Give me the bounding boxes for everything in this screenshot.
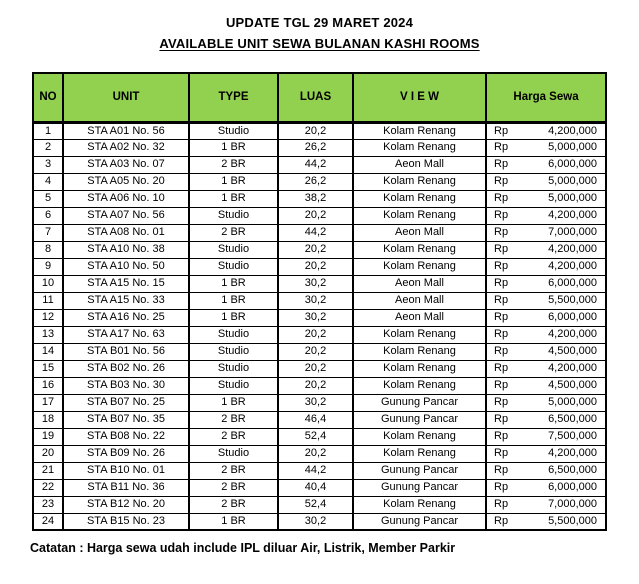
type-cell: Studio (189, 445, 278, 462)
luas-cell: 30,2 (278, 275, 353, 292)
view-cell: Aeon Mall (353, 156, 486, 173)
price-amount: 6,000,000 (548, 277, 597, 289)
price-amount: 5,000,000 (548, 175, 597, 187)
type-cell: 2 BR (189, 496, 278, 513)
harga-cell (486, 360, 606, 377)
view-cell: Kolam Renang (353, 190, 486, 207)
column-header-unit: UNIT (63, 73, 189, 122)
currency-prefix: Rp (494, 158, 509, 170)
row-no-cell: 24 (33, 513, 63, 530)
table-body (33, 122, 606, 530)
row-no-cell: 10 (33, 275, 63, 292)
harga-cell (486, 275, 606, 292)
table-header (33, 73, 606, 122)
price-amount: 7,500,000 (548, 430, 597, 442)
view-cell: Kolam Renang (353, 258, 486, 275)
type-cell: 2 BR (189, 428, 278, 445)
harga-cell (486, 156, 606, 173)
table-row (33, 258, 606, 275)
harga-cell (486, 190, 606, 207)
luas-cell: 30,2 (278, 309, 353, 326)
table-row (33, 496, 606, 513)
row-no-cell: 2 (33, 139, 63, 156)
currency-prefix: Rp (494, 124, 509, 137)
view-cell: Kolam Renang (353, 207, 486, 224)
harga-wrap (487, 430, 605, 443)
table-row (33, 343, 606, 360)
harga-wrap (487, 158, 605, 171)
unit-cell: STA A05 No. 20 (63, 173, 189, 190)
view-cell: Kolam Renang (353, 343, 486, 360)
view-cell: Kolam Renang (353, 445, 486, 462)
page-subtitle: AVAILABLE UNIT SEWA BULANAN KASHI ROOMS (159, 36, 480, 51)
harga-wrap (487, 345, 605, 358)
harga-cell (486, 309, 606, 326)
price-amount: 6,000,000 (548, 311, 597, 323)
type-cell: Studio (189, 360, 278, 377)
harga-wrap (487, 294, 605, 307)
harga-cell (486, 445, 606, 462)
view-cell: Gunung Pancar (353, 394, 486, 411)
unit-cell: STA B03 No. 30 (63, 377, 189, 394)
table-row (33, 445, 606, 462)
harga-cell (486, 462, 606, 479)
row-no-cell: 3 (33, 156, 63, 173)
unit-cell: STA B12 No. 20 (63, 496, 189, 513)
column-header-type: TYPE (189, 73, 278, 122)
luas-cell: 20,2 (278, 445, 353, 462)
price-amount: 4,200,000 (548, 124, 597, 137)
price-amount: 5,000,000 (548, 141, 597, 153)
luas-cell: 20,2 (278, 207, 353, 224)
table-row (33, 428, 606, 445)
price-amount: 6,000,000 (548, 158, 597, 170)
harga-wrap (487, 243, 605, 256)
type-cell: Studio (189, 122, 278, 139)
luas-cell: 20,2 (278, 377, 353, 394)
price-amount: 7,000,000 (548, 498, 597, 510)
harga-wrap (487, 260, 605, 273)
luas-cell: 30,2 (278, 513, 353, 530)
currency-prefix: Rp (494, 396, 509, 408)
harga-cell (486, 241, 606, 258)
table-row (33, 224, 606, 241)
table-row (33, 411, 606, 428)
unit-cell: STA B02 No. 26 (63, 360, 189, 377)
harga-wrap (487, 481, 605, 494)
harga-cell (486, 479, 606, 496)
luas-cell: 26,2 (278, 173, 353, 190)
units-table (32, 72, 607, 531)
unit-cell: STA A17 No. 63 (63, 326, 189, 343)
luas-cell: 20,2 (278, 343, 353, 360)
luas-cell: 40,4 (278, 479, 353, 496)
currency-prefix: Rp (494, 209, 509, 221)
harga-wrap (487, 328, 605, 341)
row-no-cell: 17 (33, 394, 63, 411)
unit-cell: STA A10 No. 38 (63, 241, 189, 258)
unit-cell: STA A02 No. 32 (63, 139, 189, 156)
row-no-cell: 22 (33, 479, 63, 496)
unit-cell: STA A16 No. 25 (63, 309, 189, 326)
row-no-cell: 21 (33, 462, 63, 479)
type-cell: 1 BR (189, 394, 278, 411)
view-cell: Kolam Renang (353, 173, 486, 190)
row-no-cell: 13 (33, 326, 63, 343)
harga-cell (486, 411, 606, 428)
unit-cell: STA B07 No. 25 (63, 394, 189, 411)
harga-cell (486, 258, 606, 275)
type-cell: 1 BR (189, 139, 278, 156)
harga-cell (486, 207, 606, 224)
table-row (33, 513, 606, 530)
price-amount: 6,500,000 (548, 464, 597, 476)
type-cell: 2 BR (189, 479, 278, 496)
column-header-view: V I E W (353, 73, 486, 122)
currency-prefix: Rp (494, 379, 509, 391)
unit-cell: STA A08 No. 01 (63, 224, 189, 241)
currency-prefix: Rp (494, 430, 509, 442)
unit-cell: STA B01 No. 56 (63, 343, 189, 360)
header-row (33, 73, 606, 122)
currency-prefix: Rp (494, 498, 509, 510)
row-no-cell: 19 (33, 428, 63, 445)
table-row (33, 190, 606, 207)
type-cell: 1 BR (189, 513, 278, 530)
currency-prefix: Rp (494, 243, 509, 255)
harga-cell (486, 173, 606, 190)
footer-note: Catatan : Harga sewa udah include IPL diluar Air, Listrik, Member Parkir (30, 541, 456, 555)
row-no-cell: 14 (33, 343, 63, 360)
type-cell: Studio (189, 343, 278, 360)
luas-cell: 52,4 (278, 496, 353, 513)
row-no-cell: 18 (33, 411, 63, 428)
type-cell: 1 BR (189, 309, 278, 326)
table-row (33, 241, 606, 258)
type-cell: Studio (189, 258, 278, 275)
luas-cell: 30,2 (278, 292, 353, 309)
table-row (33, 139, 606, 156)
view-cell: Kolam Renang (353, 241, 486, 258)
harga-wrap (487, 396, 605, 409)
harga-wrap (487, 379, 605, 392)
row-no-cell: 7 (33, 224, 63, 241)
row-no-cell: 4 (33, 173, 63, 190)
view-cell: Gunung Pancar (353, 462, 486, 479)
table-row (33, 122, 606, 139)
row-no-cell: 5 (33, 190, 63, 207)
table-row (33, 156, 606, 173)
type-cell: 1 BR (189, 275, 278, 292)
price-amount: 5,500,000 (548, 514, 597, 527)
type-cell: 2 BR (189, 411, 278, 428)
price-amount: 4,200,000 (548, 260, 597, 272)
view-cell: Kolam Renang (353, 122, 486, 139)
price-amount: 6,000,000 (548, 481, 597, 493)
harga-wrap (487, 192, 605, 205)
row-no-cell: 16 (33, 377, 63, 394)
table-row (33, 377, 606, 394)
harga-cell (486, 122, 606, 139)
table-row (33, 207, 606, 224)
unit-cell: STA A15 No. 15 (63, 275, 189, 292)
type-cell: 2 BR (189, 462, 278, 479)
row-no-cell: 6 (33, 207, 63, 224)
harga-wrap (487, 311, 605, 324)
unit-cell: STA B15 No. 23 (63, 513, 189, 530)
harga-cell (486, 139, 606, 156)
price-amount: 4,200,000 (548, 447, 597, 459)
table-row (33, 292, 606, 309)
price-amount: 4,200,000 (548, 362, 597, 374)
type-cell: 2 BR (189, 224, 278, 241)
currency-prefix: Rp (494, 362, 509, 374)
table-row (33, 479, 606, 496)
page-title: UPDATE TGL 29 MARET 2024 (225, 15, 414, 30)
harga-wrap (487, 515, 605, 528)
currency-prefix: Rp (494, 481, 509, 493)
luas-cell: 20,2 (278, 326, 353, 343)
row-no-cell: 9 (33, 258, 63, 275)
column-header-no: NO (33, 73, 63, 122)
row-no-cell: 11 (33, 292, 63, 309)
table-row (33, 326, 606, 343)
view-cell: Kolam Renang (353, 377, 486, 394)
row-no-cell: 1 (33, 122, 63, 139)
currency-prefix: Rp (494, 141, 509, 153)
table-row (33, 275, 606, 292)
table-row (33, 309, 606, 326)
price-amount: 4,500,000 (548, 345, 597, 357)
harga-wrap (487, 175, 605, 188)
view-cell: Aeon Mall (353, 275, 486, 292)
currency-prefix: Rp (494, 413, 509, 425)
title-block (0, 0, 639, 51)
price-amount: 4,200,000 (548, 209, 597, 221)
harga-cell (486, 394, 606, 411)
currency-prefix: Rp (494, 311, 509, 323)
view-cell: Gunung Pancar (353, 411, 486, 428)
type-cell: 1 BR (189, 292, 278, 309)
unit-cell: STA A01 No. 56 (63, 122, 189, 139)
luas-cell: 20,2 (278, 258, 353, 275)
luas-cell: 52,4 (278, 428, 353, 445)
column-header-harga: Harga Sewa (486, 73, 606, 122)
type-cell: Studio (189, 207, 278, 224)
harga-wrap (487, 362, 605, 375)
type-cell: Studio (189, 241, 278, 258)
currency-prefix: Rp (494, 192, 509, 204)
harga-wrap (487, 277, 605, 290)
harga-cell (486, 292, 606, 309)
price-amount: 7,000,000 (548, 226, 597, 238)
harga-wrap (487, 447, 605, 460)
harga-wrap (487, 209, 605, 222)
unit-cell: STA B08 No. 22 (63, 428, 189, 445)
column-header-luas: LUAS (278, 73, 353, 122)
currency-prefix: Rp (494, 260, 509, 272)
table-row (33, 462, 606, 479)
view-cell: Kolam Renang (353, 360, 486, 377)
luas-cell: 20,2 (278, 360, 353, 377)
currency-prefix: Rp (494, 175, 509, 187)
harga-wrap (487, 125, 605, 138)
view-cell: Aeon Mall (353, 309, 486, 326)
harga-cell (486, 513, 606, 530)
luas-cell: 44,2 (278, 156, 353, 173)
luas-cell: 20,2 (278, 122, 353, 139)
unit-cell: STA A07 No. 56 (63, 207, 189, 224)
type-cell: Studio (189, 326, 278, 343)
currency-prefix: Rp (494, 447, 509, 459)
view-cell: Gunung Pancar (353, 513, 486, 530)
table-row (33, 360, 606, 377)
price-amount: 5,000,000 (548, 396, 597, 408)
currency-prefix: Rp (494, 277, 509, 289)
view-cell: Gunung Pancar (353, 479, 486, 496)
row-no-cell: 8 (33, 241, 63, 258)
harga-cell (486, 343, 606, 360)
unit-cell: STA B10 No. 01 (63, 462, 189, 479)
currency-prefix: Rp (494, 345, 509, 357)
view-cell: Kolam Renang (353, 139, 486, 156)
harga-wrap (487, 498, 605, 511)
luas-cell: 38,2 (278, 190, 353, 207)
table-row (33, 173, 606, 190)
harga-wrap (487, 141, 605, 154)
harga-wrap (487, 226, 605, 239)
type-cell: 2 BR (189, 156, 278, 173)
currency-prefix: Rp (494, 294, 509, 306)
row-no-cell: 15 (33, 360, 63, 377)
price-amount: 4,200,000 (548, 243, 597, 255)
unit-cell: STA B09 No. 26 (63, 445, 189, 462)
luas-cell: 44,2 (278, 224, 353, 241)
price-amount: 6,500,000 (548, 413, 597, 425)
view-cell: Kolam Renang (353, 496, 486, 513)
table-row (33, 394, 606, 411)
view-cell: Kolam Renang (353, 428, 486, 445)
harga-wrap (487, 413, 605, 426)
view-cell: Aeon Mall (353, 224, 486, 241)
harga-cell (486, 377, 606, 394)
harga-wrap (487, 464, 605, 477)
price-amount: 5,000,000 (548, 192, 597, 204)
view-cell: Kolam Renang (353, 326, 486, 343)
currency-prefix: Rp (494, 464, 509, 476)
currency-prefix: Rp (494, 514, 509, 527)
luas-cell: 46,4 (278, 411, 353, 428)
price-amount: 4,200,000 (548, 328, 597, 340)
luas-cell: 44,2 (278, 462, 353, 479)
harga-cell (486, 496, 606, 513)
row-no-cell: 23 (33, 496, 63, 513)
unit-cell: STA A10 No. 50 (63, 258, 189, 275)
unit-cell: STA A03 No. 07 (63, 156, 189, 173)
type-cell: 1 BR (189, 190, 278, 207)
luas-cell: 26,2 (278, 139, 353, 156)
luas-cell: 20,2 (278, 241, 353, 258)
currency-prefix: Rp (494, 328, 509, 340)
type-cell: 1 BR (189, 173, 278, 190)
price-amount: 4,500,000 (548, 379, 597, 391)
unit-cell: STA B07 No. 35 (63, 411, 189, 428)
unit-cell: STA A15 No. 33 (63, 292, 189, 309)
row-no-cell: 12 (33, 309, 63, 326)
unit-cell: STA B11 No. 36 (63, 479, 189, 496)
row-no-cell: 20 (33, 445, 63, 462)
luas-cell: 30,2 (278, 394, 353, 411)
harga-cell (486, 224, 606, 241)
unit-cell: STA A06 No. 10 (63, 190, 189, 207)
currency-prefix: Rp (494, 226, 509, 238)
type-cell: Studio (189, 377, 278, 394)
harga-cell (486, 428, 606, 445)
price-amount: 5,500,000 (548, 294, 597, 306)
harga-cell (486, 326, 606, 343)
view-cell: Aeon Mall (353, 292, 486, 309)
